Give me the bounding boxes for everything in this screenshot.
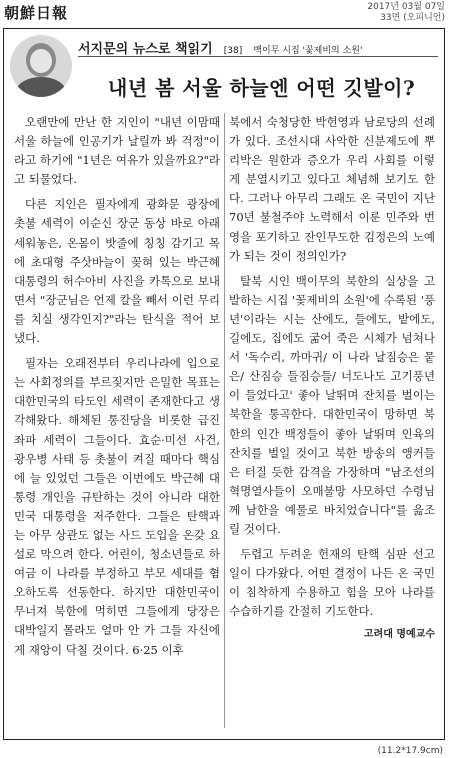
paragraph: 두렵고 두려운 헌재의 탄핵 심판 선고일이 다가왔다. 어떤 결정이 나든 온 국민이 침착하게 수용하고 힘을 모아 나라를 수습하기를 간절히 기도한다. xyxy=(229,547,435,619)
column-divider xyxy=(224,113,225,728)
book-source: 백이무 시집 '꽃제비의 소원' xyxy=(253,46,363,56)
column-number: [38] xyxy=(223,46,243,56)
publication-date: 2017년 03월 07일 xyxy=(367,2,445,12)
paragraph: 다른 지인은 필자에게 광화문 광장에 촛불 세력이 이순신 장군 동상 바로 아래 세워놓은, 온몸이 밧줄에 칭칭 감기고 목에 초대형 주삿바늘이 꽂혀 있는 박근혜 대통령의 허수아비 사진을 카톡으로 보내면서 "장군님은 언제 칼을 빼서 이런 무리를 치실 생각인지?"라는 탄식을 적어 보냈다. xyxy=(14,197,220,346)
column-header xyxy=(78,38,438,57)
article-headline: 내년 봄 서울 하늘엔 어떤 깃발이? xyxy=(108,76,416,100)
paragraph: 필자는 오래전부터 우리나라에 입으로는 사회정의를 부르짖지만 은밀한 목표는 대한민국의 타도인 세력이 존재한다고 생각해왔다. 해체된 통진당을 비롯한 급진 좌파 세력이 그들이다. 효순·미선 사건, 광우병 사태 등 촛불이 켜질 때마다 핵심에 늘 있었던 그들은 이번에도 박근혜 대통령 개인을 규탄하는 것이 아니라 대한민국 대통령을 저주한다. 그들은 탄핵과는 아무 상관도 없는 사드 도입을 온갖 요설로 막으려 한다. 어린이, 청소년들로 하여금 이 나라를 부정하고 부모 세대를 혐오하도록 선동한다. 하지만 대한민국이 무너져 북한에 먹히면 그들에게 당장은 대박일지 몰라도 얼마 안 가 그들 자신에게 재앙이 닥칠 것이다. 6·25 이후 xyxy=(14,356,220,657)
paragraph: 탈북 시인 백이무의 북한의 실상을 고발하는 시집 '꽃제비의 소원'에 수록된 '풍년'이라는 시는 산에도, 들에도, 밭에도, 길에도, 집에도 굶어 죽은 시체가 넘쳐나서 '독수리, 까마귀/ 이 나라 날짐승은 뭍은/ 산짐승 들짐승들/ 너도나도 고기풍년이 들었다고' 좋아 날뛰며 잔치를 벌이는 북한을 통곡한다. 대한민국이 망하면 북한의 인간 백정들이 좋아 날뛰며 인육의 잔치를 벌일 것이고 북한 방송의 앵커들은 터질 듯한 감격을 가장하며 "남조선의 혁명열사들이 오매불망 사모하던 수령님께 남한을 예물로 바치었습니다"를 읊조릴 것이다. xyxy=(229,273,435,536)
text-column-right xyxy=(229,113,435,645)
author-signature: 고려대 명예교수 xyxy=(363,629,435,641)
text-column-left xyxy=(14,113,220,660)
dateline xyxy=(367,2,445,24)
paragraph: 북에서 숙청당한 박헌영과 남로당의 선례가 있다. 조선시대 사악한 신분제도에 뿌리박은 원한과 증오가 우리 사회를 이렇게 분열시키고 있다고 체념해 보기도 한다. 그러나 아무리 그래도 온 국민이 지난 70년 불철주야 노력해서 이룬 민주와 번영을 포기하고 잔인무도한 김정은의 노예가 되는 것이 정의인가? xyxy=(229,115,435,263)
paragraph: 오랜만에 만난 한 지인이 "내년 이맘때 서울 하늘에 인공기가 날릴까 봐 걱정"이라고 하기에 "1년은 여유가 있을까요?"라고 되물었다. xyxy=(14,115,220,187)
author-photo xyxy=(10,35,72,97)
page-info: 33면 (오피니언) xyxy=(380,13,445,23)
column-name: 서지문의 뉴스로 책읽기 xyxy=(78,42,213,57)
clipping-size: (11.2*17.9cm) xyxy=(377,746,443,756)
newspaper-masthead: 朝鮮日報 xyxy=(4,4,69,22)
